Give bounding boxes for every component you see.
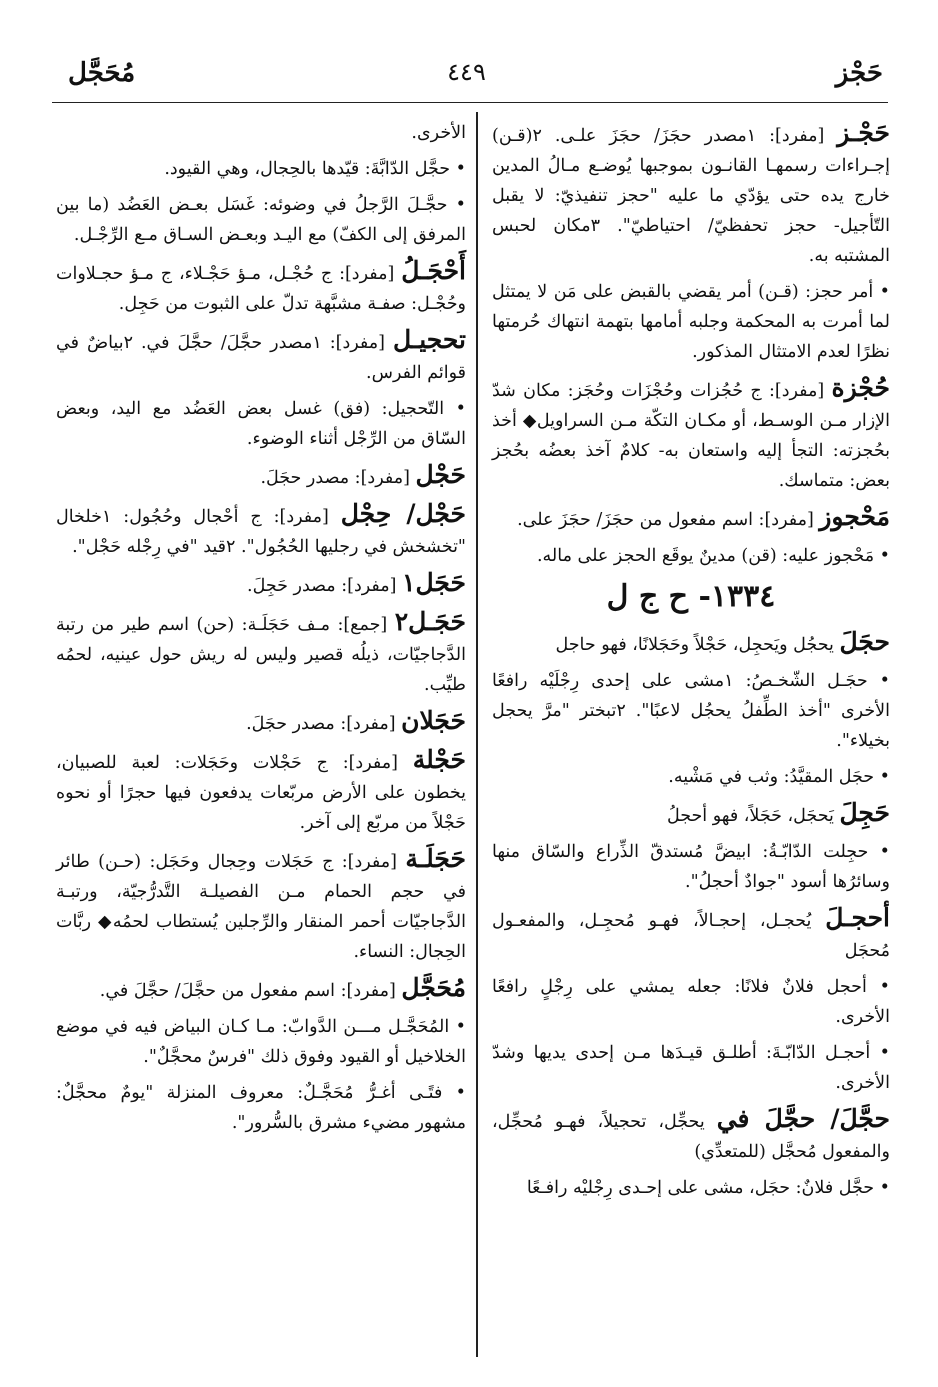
entry-definition: الأخرى. [411, 123, 466, 143]
dictionary-entry [492, 762, 890, 792]
dictionary-entry [492, 1173, 890, 1203]
entry-definition: • أمر حجز: (قـن) أمر يقضي بالقبض على مَن لا يمتثل لما أمرت به المحكمة وجلبه أمامها بتهمة انتهاك حُرمتها نظرًا لعدم الامتثال المذكور. [492, 282, 890, 362]
column-divider [476, 112, 478, 1357]
entry-headword: حَجْلة [412, 745, 466, 774]
entry-definition: • المُحَجَّـل مـــن الدَّوابّ: مـا كـان البياض فيه في موضع الخلاخيل أو القيود وفوق ذلك "فرسٌ محجَّلٌ". [56, 1017, 466, 1067]
entry-headword: حَجَل١ [402, 568, 466, 597]
entry-headword: حَجْل [415, 460, 466, 489]
dictionary-entry [56, 325, 466, 388]
entry-headword: حَجَلَـة [405, 844, 466, 873]
dictionary-entry [56, 745, 466, 838]
dictionary-entry [56, 190, 466, 250]
dictionary-entry [492, 541, 890, 571]
entry-headword: أَحْجَـلُ [401, 256, 466, 285]
entry-definition: • أحجـل الدّابّـةَ: أطلـق قيـدَها مـن إحدى يديها وشدّ الأخرى. [492, 1043, 890, 1093]
entry-headword: حجَّلَ/ حجَّلَ في [716, 1104, 890, 1133]
header-rule [52, 102, 888, 103]
header-first-word: حَجْز [835, 58, 883, 88]
dictionary-entry [492, 972, 890, 1032]
entry-definition: [مفرد]: ج أحْجال وحُجُول: ١خلخال "تخشخش في رجليها الحُجُول". ٢قيد "في رِجْله حَجْل". [56, 507, 466, 557]
left-column [56, 118, 466, 1144]
dictionary-entry [492, 666, 890, 756]
entry-definition: [جمع]: مـف حَجَلَـة: (حن) اسم طير من رتبة الدَّجاجيّات، ذيلُه قصير وليس له ريش حول عينيه، لحمُه طيِّب. [56, 615, 466, 695]
entry-definition: [مفرد]: اسم مفعول من حجَّلَ/ حجَّلَ في. [99, 981, 402, 1001]
entry-definition: • حجِلت الدّابّـةُ: ابيضَّ مُستدقّ الذِّراع والسّاق منها وسائرُها أسود "جوادٌ أحجلُ". [492, 842, 890, 892]
entry-definition: • حجَـل الشّخـصُ: ١مشى على إحدى رِجْلَيْه رافعًا الأخرى "أخذ الطِّفلُ يحجُل لاعبًا". ٢تبختر "مرَّ يحجل بخيلاء". [492, 671, 890, 751]
dictionary-entry [492, 1038, 890, 1098]
entry-headword: أحجـلَ [825, 903, 890, 932]
entry-headword: حجَلَ [839, 627, 890, 656]
page-header [50, 52, 883, 100]
dictionary-entry [492, 627, 890, 660]
entry-definition: [مفرد]: ج حُجُزات وحُجْزَات وحُجَز: مكان شدّ الإزار مـن الوسـط، أو مكـان التكّة مـن السراويل◆ أخذ بحُجزته: التجأ إليه واستعان به- كلامٌ آخذ بعضُه بحُجز بعض: متماسك. [492, 381, 890, 491]
dictionary-entry [492, 1104, 890, 1167]
entry-headword: مُحَجَّل [401, 973, 466, 1002]
dictionary-entry [56, 1012, 466, 1072]
dictionary-entry [56, 394, 466, 454]
dictionary-entry [492, 502, 890, 535]
dictionary-entry [56, 499, 466, 562]
dictionary-entry [56, 706, 466, 739]
header-last-word: مُحَجَّل [68, 58, 136, 88]
entry-definition: • حجَّل فلانٌ: حجَل، مشى على إحـدى رِجْليْه رافـعًا [526, 1178, 890, 1198]
entry-definition: يُحجـل، إحجـالاً، فهـو مُحجِـل، والمفعـول مُحجَل [492, 911, 890, 961]
entry-definition: [مفرد]: ١مصدر حجَزَ/ حجَزَ علـى. ٢(قـن) إجـراءات رسمهـا القانـون بموجبها يُوضـع مـالُ المدين خارج يده حتى يؤدّي ما عليه "حجز تنفيذيّ: لا يقبل التّأجيل- حجز تحفظيّ/ احتياطيّ". ٣مكان لحبس المشتبه به. [492, 126, 890, 266]
entry-headword: تحجيـل [392, 325, 466, 354]
page-number: ٤٤٩ [447, 58, 486, 86]
entry-definition: [مفرد]: ج حَجَلات وحِجال وحَجَل: (حـن) طائر في حجم الحمام مـن الفصيلـة التَّدرُّجيّة، ورتبـة الدَّجاجيّات أحمر المنقار والرِّجلين يُستطاب لحمُه◆ ربَّات الحِجال: النساء. [56, 852, 466, 962]
entry-definition: • مَحْجوز عليه: (قن) مدينٌ يوقَع الحجز على ماله. [536, 546, 890, 566]
dictionary-entry [56, 844, 466, 967]
entry-headword: حَجَلان [401, 706, 466, 735]
entry-definition: [مفرد]: مصدر حَجِلَ. [247, 576, 403, 596]
entry-definition: يحجُل ويَحجِل، حَجْلاً وحَجَلانًا، فهو حاجل [555, 635, 840, 655]
entry-definition: • التّحجيل: (فق) غسل بعض العَضُد مع اليد، وبعض السّاق من الرِّجْل أثناء الوضوء. [56, 399, 466, 449]
dictionary-entry [492, 798, 890, 831]
dictionary-entry [56, 118, 466, 148]
entry-definition: [مفرد]: اسم مفعول من حجَزَ/ حجَزَ على. [517, 510, 820, 530]
dictionary-entry [56, 568, 466, 601]
dictionary-entry [492, 903, 890, 966]
dictionary-entry [56, 973, 466, 1006]
dictionary-entry [492, 373, 890, 496]
right-column [492, 118, 890, 1209]
dictionary-entry [492, 277, 890, 367]
entry-headword: حَجِلَ [839, 798, 890, 827]
entry-definition: • فتًـى أغـرُّ مُحَجَّـلٌ: معروف المنزلة "يومٌ محجَّلٌ: مشهور مضيء مشرق بالسُّرور". [56, 1083, 466, 1133]
entry-definition: [مفرد]: مصدر حجَلَ. [246, 714, 402, 734]
entry-definition: [مفرد]: ج حُجْـل، مـؤ حَجْـلاء، ج مـؤ حجـلاوات وحُجْـل: صفـة مشبَّهة تدلّ على الثبوت من حَجِل. [56, 264, 466, 314]
entry-definition: [مفرد]: مصدر حجَلَ. [260, 468, 416, 488]
root-section-heading: ١٣٣٤- ح ج ل [606, 579, 776, 614]
dictionary-entry [56, 1078, 466, 1138]
entry-definition: يَحجَل، حَجَلاً، فهو أحجلُ [666, 806, 840, 826]
dictionary-entry [492, 118, 890, 271]
dictionary-entry [492, 837, 890, 897]
entry-definition: [مفرد]: ج حَجْلات وحَجَلات: لعبة للصبيان، يخطون على الأرض مربّعات يدفعون فيها حجرًا أو نحوه حَجْلاً من مربّع إلى آخر. [56, 753, 466, 833]
entry-headword: حَجْل/ حِجْل [340, 499, 466, 528]
entry-headword: حَجْـز [837, 118, 890, 147]
dictionary-entry [56, 256, 466, 319]
dictionary-entry [56, 154, 466, 184]
entry-headword: حَجَـل٢ [394, 607, 466, 636]
entry-headword: مَحْجوز [819, 502, 890, 531]
entry-definition: • أحجل فلانٌ فلانًا: جعله يمشي على رِجْلٍ رافعًا الأخرى. [492, 977, 890, 1027]
entry-definition: يحجِّل، تحجيلاً، فهـو مُحجِّل، والمفعول مُحجَّل (للمتعدِّي) [492, 1112, 890, 1162]
dictionary-entry [56, 607, 466, 700]
entry-definition: • حجَّل الدّابَّةَ: قيّدها بالحِجال، وهي القيود. [164, 159, 466, 179]
dictionary-entry [56, 460, 466, 493]
entry-definition: [مفرد]: ١مصدر حجَّلَ/ حجَّلَ في. ٢بياضٌ في قوائم الفرس. [56, 333, 466, 383]
entry-definition: • حجَّـلَ الرَّجلُ في وضوئه: غَسَل بعـض العَضُد (ما بين المرفق إلى الكفّ) مع اليـد وبعـض السـاق مـع الرِّجْـل. [56, 195, 466, 245]
entry-definition: • حجَل المقيَّدُ: وثب في مَشْيه. [668, 767, 890, 787]
entry-headword: حُجْزة [831, 373, 890, 402]
